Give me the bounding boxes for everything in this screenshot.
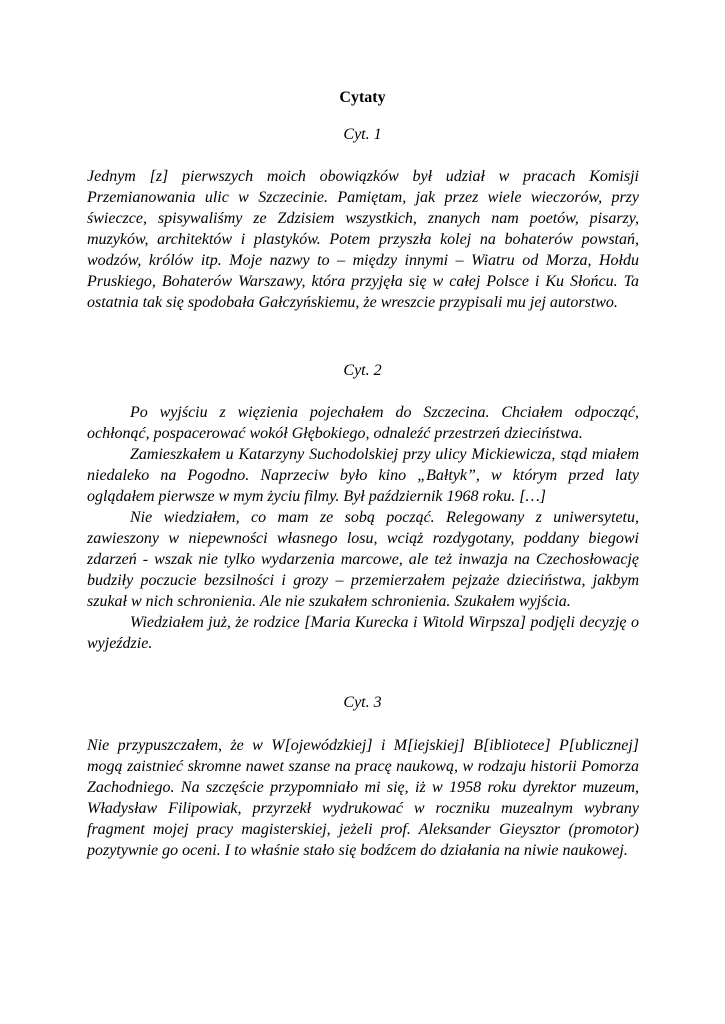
quote-3-heading: Cyt. 3 (343, 694, 382, 711)
quote-2-paragraph-4: Wiedziałem już, że rodzice [Maria Kurecka i Witold Wirpsza] podjęli decyzję o wyjeździe. (87, 614, 639, 652)
quote-2-paragraph-3: Nie wiedziałem, co mam ze sobą począć. Relegowany z uniwersytetu, zawieszony w niepewności własnego losu, wciąż rozdygotany, poddany biegowi zdarzeń - wszak nie tylko wydarzenia marcowe, ale też inwazja na Czechosłowację budziły poczucie bezsilności i grozy – przemierzałem pejzaże dzieciństwa, jakbym szukał w nich schronienia. Ale nie szukałem schronienia. Szukałem wyjścia. (87, 509, 639, 610)
document-title: Cytaty (339, 89, 386, 106)
quote-3-text (87, 735, 639, 861)
quote-1-paragraph-1: Jednym [z] pierwszych moich obowiązków był udział w pracach Komisji Przemianowania ulic w Szczecinie. Pamiętam, jak przez wiele wieczorów, przy świeczce, spisywaliśmy ze Zdzisiem wszystkich, znanych nam poetów, pisarzy, muzyków, architektów i plastyków. Potem przyszła kolej na bohaterów powstań, wodzów, królów itp. Moje nazwy to – między innymi – Wiatru od Morza, Hołdu Pruskiego, Bohaterów Warszawy, która przyjęła się w całej Polsce i Ku Słońcu. Ta ostatnia tak się spodobała Gałczyńskiemu, że wreszcie przypisali mu jej autorstwo. (87, 168, 639, 311)
quote-3-paragraph-1: Nie przypuszczałem, że w W[ojewódzkiej] i M[iejskiej] B[ibliotece] P[ublicznej] mogą zaistnieć skromne nawet szanse na pracę naukową, w rodzaju historii Pomorza Zachodniego. Na szczęście przypomniało mi się, iż w 1958 roku dyrektor muzeum, Władysław Filipowiak, przyrzekł wydrukować w roczniku muzealnym wybrany fragment mojej pracy magisterskiej, jeżeli prof. Aleksander Gieysztor (promotor) pozytywnie go oceni. I to właśnie stało się bodźcem do działania na niwie naukowej. (87, 737, 639, 859)
quote-2-heading: Cyt. 2 (343, 362, 382, 379)
quote-2-text (87, 402, 639, 654)
quote-1-text (87, 166, 639, 313)
quote-1-heading: Cyt. 1 (343, 126, 382, 143)
quote-2-paragraph-1: Po wyjściu z więzienia pojechałem do Szczecina. Chciałem odpocząć, ochłonąć, pospacerować wokół Głębokiego, odnaleźć przestrzeń dzieciństwa. (87, 404, 639, 442)
quote-2-paragraph-2: Zamieszkałem u Katarzyny Suchodolskiej przy ulicy Mickiewicza, stąd miałem niedaleko na Pogodno. Naprzeciw było kino „Bałtyk”, w którym przed laty oglądałem pierwsze w mym życiu filmy. Był październik 1968 roku. […] (87, 446, 639, 505)
